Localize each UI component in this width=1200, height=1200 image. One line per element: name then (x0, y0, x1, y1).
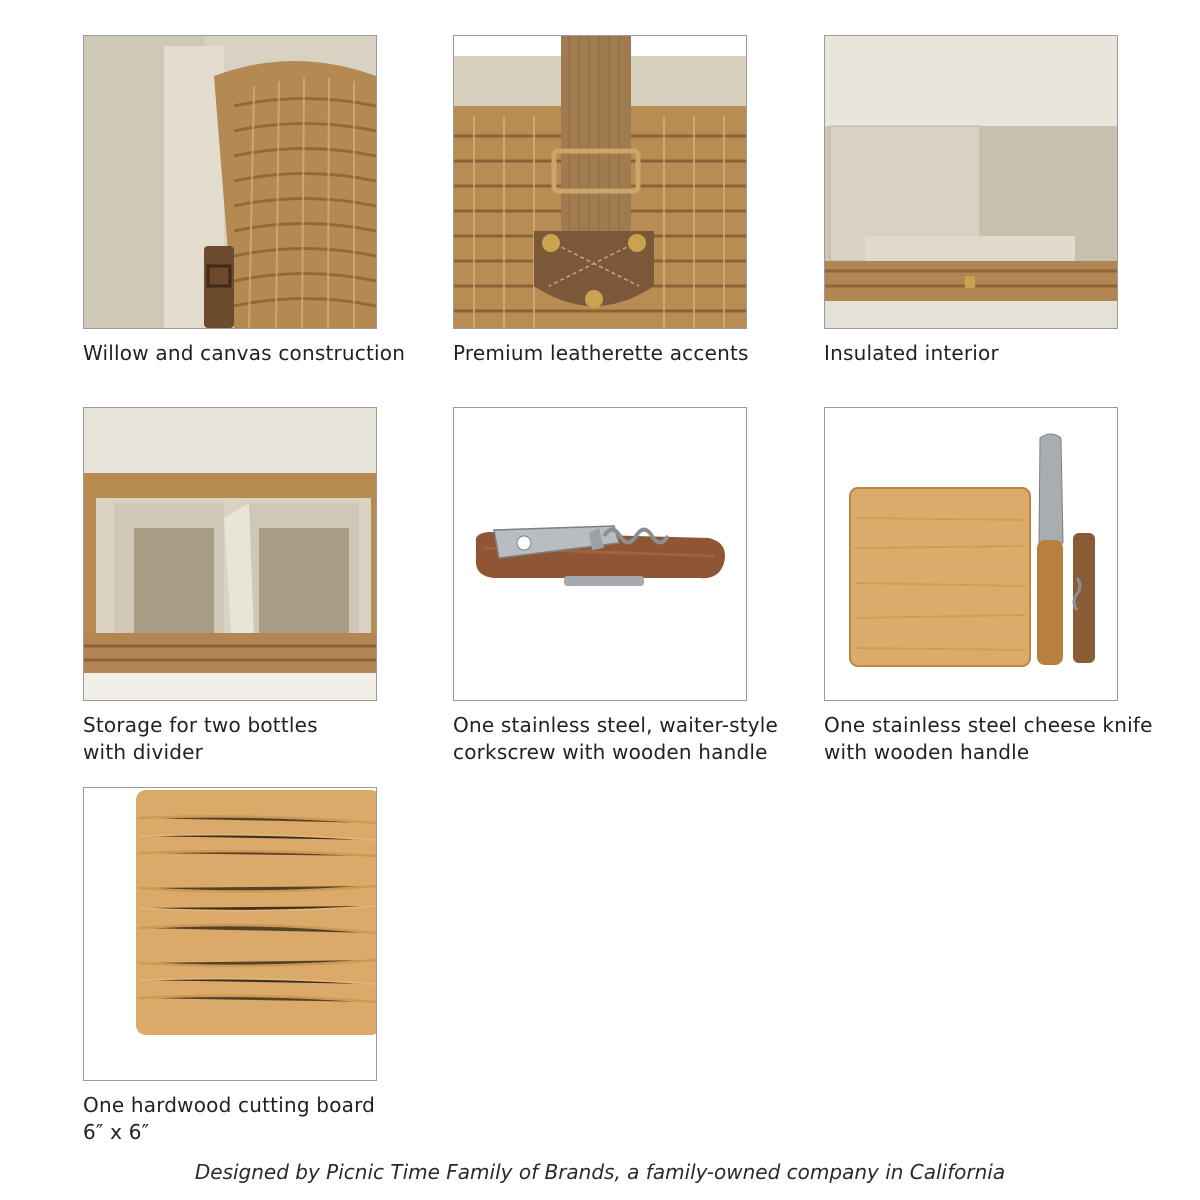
caption-line: corkscrew with wooden handle (453, 740, 768, 764)
feature-caption (824, 340, 1154, 367)
caption-line: Storage for two bottles (83, 713, 318, 737)
caption-line: Insulated interior (824, 341, 999, 365)
cutting-board-image (83, 787, 377, 1081)
caption-line: One stainless steel, waiter-style (453, 713, 779, 737)
caption-line: Premium leatherette accents (453, 341, 749, 365)
willow-canvas-image (83, 35, 377, 329)
brand-footer: Designed by Picnic Time Family of Brands, a family-owned company in California (194, 1160, 1006, 1184)
caption-line: 6″ x 6″ (83, 1120, 150, 1144)
caption-line: with wooden handle (824, 740, 1030, 764)
caption-line: Willow and canvas construction (83, 341, 406, 365)
leather-strap-image (453, 35, 747, 329)
caption-line: One stainless steel cheese knife (824, 713, 1153, 737)
feature-caption (824, 712, 1154, 766)
feature-caption (83, 1092, 413, 1146)
board-knife-corkscrew-image (824, 407, 1118, 701)
two-bottle-divider-image (83, 407, 377, 701)
caption-line: One hardwood cutting board (83, 1093, 376, 1117)
feature-caption (453, 340, 783, 367)
feature-caption (453, 712, 783, 766)
caption-line: with divider (83, 740, 204, 764)
corkscrew-image (453, 407, 747, 701)
insulated-interior-image (824, 35, 1118, 329)
feature-caption (83, 340, 413, 367)
feature-caption (83, 712, 413, 766)
